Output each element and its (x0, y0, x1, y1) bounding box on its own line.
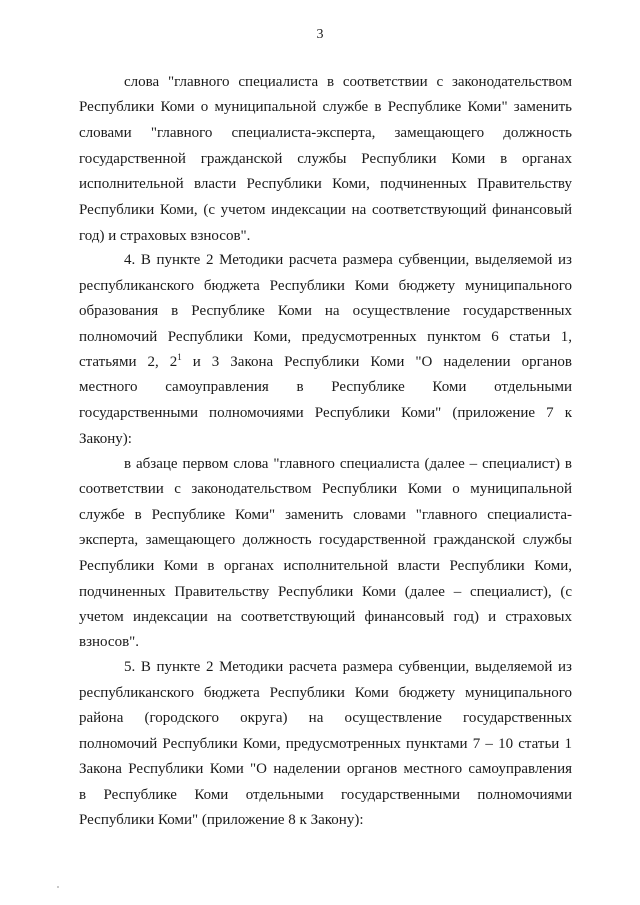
text-line: Закону): (79, 431, 132, 447)
text-line: республиканского бюджета Республики Коми бюджету муниципального (79, 685, 572, 701)
text-line: образования в Республике Коми на осуществление государственных (79, 303, 572, 319)
text-line: службе в Республике Коми" заменить словами "главного специалиста- (79, 507, 572, 523)
scan-speck (57, 886, 59, 888)
text-line (79, 353, 572, 371)
text-line: соответствии с законодательством Республики Коми о муниципальной (79, 481, 572, 497)
superscript: 1 (177, 352, 182, 362)
text-line: полномочий Республики Коми, предусмотренных пунктом 6 статьи 1, (79, 329, 572, 345)
text-line: эксперта, замещающего должность государственной гражданской службы (79, 532, 572, 548)
text-line: учетом индексации на соответствующий финансовый год) и страховых (79, 609, 572, 625)
text-line: словами "главного специалиста-эксперта, замещающего должность (79, 125, 572, 141)
text-line: исполнительной власти Республики Коми, подчиненных Правительству (79, 176, 572, 192)
text-line: района (городского округа) на осуществление государственных (79, 710, 572, 726)
page-number: 3 (316, 27, 324, 42)
text-line: Республики Коми" (приложение 8 к Закону): (79, 812, 364, 828)
text-line: полномочий Республики Коми, предусмотренных пунктами 7 – 10 статьи 1 (79, 736, 572, 752)
text-line: 5. В пункте 2 Методики расчета размера субвенции, выделяемой из (124, 659, 572, 675)
text-segment: статьями 2, 2 (79, 354, 178, 370)
text-line: государственными полномочиями Республики Коми" (приложение 7 к (79, 405, 572, 421)
text-line: Республики Коми, (с учетом индексации на соответствующий финансовый (79, 202, 572, 218)
text-line: в Республике Коми отдельными государственными полномочиями (79, 787, 572, 803)
text-line: год) и страховых взносов". (79, 228, 251, 244)
text-line: 4. В пункте 2 Методики расчета размера субвенции, выделяемой из (124, 252, 572, 268)
text-line: взносов". (79, 634, 140, 650)
text-line: подчиненных Правительству Республики Коми (далее – специалист), (с (79, 584, 572, 600)
text-line: республиканского бюджета Республики Коми бюджету муниципального (79, 278, 572, 294)
text-line: в абзаце первом слова "главного специалиста (далее – специалист) в (124, 456, 572, 472)
text-line: Республики Коми в органах исполнительной власти Республики Коми, (79, 558, 572, 574)
text-line: Закона Республики Коми "О наделении органов местного самоуправления (79, 761, 572, 777)
text-line: слова "главного специалиста в соответствии с законодательством (124, 74, 572, 90)
text-segment: и 3 Закона Республики Коми "О наделении органов (181, 354, 573, 370)
text-line: Республики Коми о муниципальной службе в Республике Коми" заменить (79, 99, 572, 115)
text-line: местного самоуправления в Республике Коми отдельными (79, 379, 572, 395)
text-line: государственной гражданской службы Республики Коми в органах (79, 151, 572, 167)
